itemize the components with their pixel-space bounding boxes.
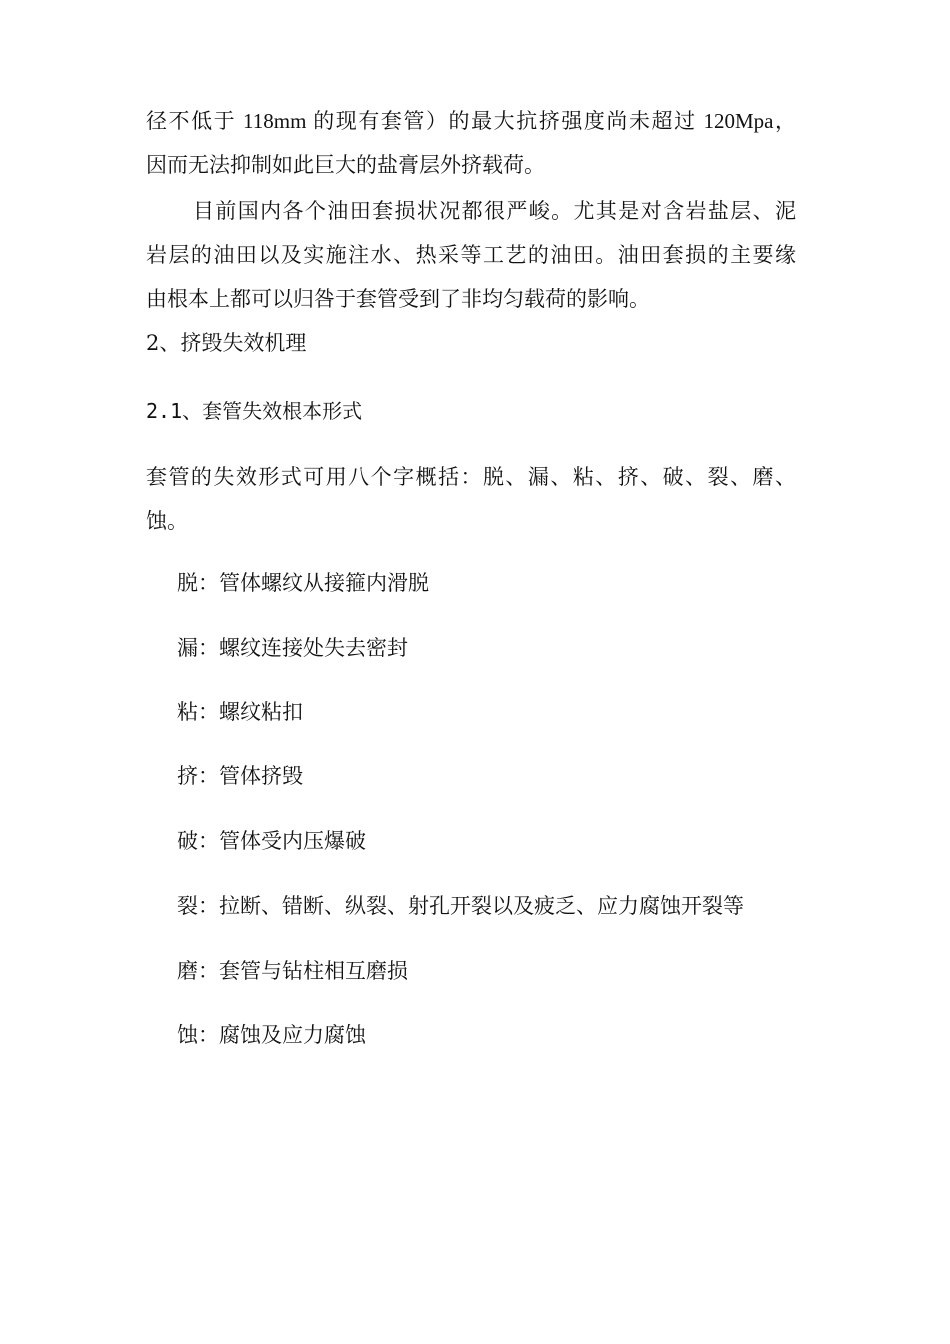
failure-form-item: 裂：拉断、错断、纵裂、射孔开裂以及疲乏、应力腐蚀开裂等 [177,894,744,918]
section-heading-2: 2、挤毁失效机理 [146,331,307,355]
paragraph-2-line-2: 岩层的油田以及实施注水、热采等工艺的油田。油田套损的主要缘 [146,243,796,267]
failure-form-item: 漏：螺纹连接处失去密封 [177,636,408,660]
section-heading-2-1: 2.1、套管失效根本形式 [146,399,363,423]
paragraph-1-line-2: 因而无法抑制如此巨大的盐膏层外挤载荷。 [146,153,545,177]
failure-form-item: 磨：套管与钻柱相互磨损 [177,959,408,983]
failure-form-item: 粘：螺纹粘扣 [177,700,303,724]
paragraph-2-line-1: 目前国内各个油田套损状况都很严峻。尤其是对含岩盐层、泥 [193,199,796,223]
failure-form-item: 脱：管体螺纹从接箍内滑脱 [177,571,429,595]
failure-form-item: 破：管体受内压爆破 [177,829,366,853]
paragraph-2-line-3: 由根本上都可以归咎于套管受到了非均匀载荷的影响。 [146,287,650,311]
failure-form-item: 蚀：腐蚀及应力腐蚀 [177,1023,366,1047]
failure-form-item: 挤：管体挤毁 [177,764,303,788]
paragraph-1-line-1: 径不低于 118mm 的现有套管）的最大抗挤强度尚未超过 120Mpa， [146,109,796,133]
paragraph-3-line-1: 套管的失效形式可用八个字概括：脱、漏、粘、挤、破、裂、磨、 [146,465,796,489]
paragraph-3-line-2: 蚀。 [146,509,188,533]
